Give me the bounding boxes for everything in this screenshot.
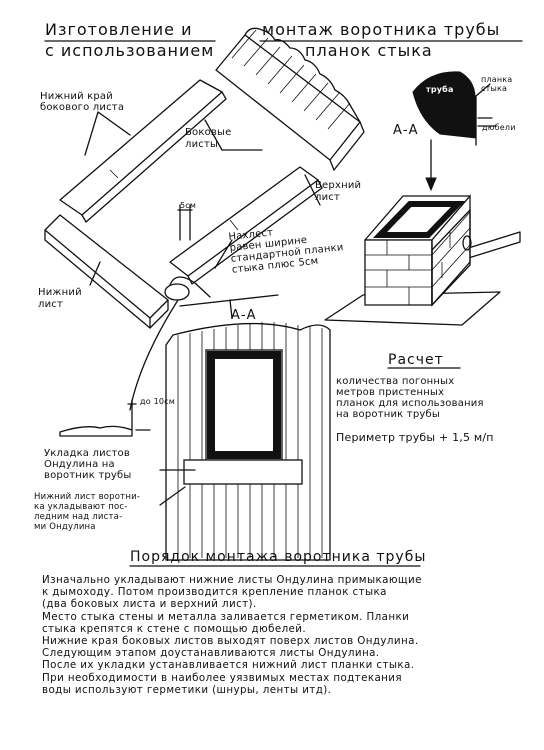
label-upper-sheet: Верхний лист [315,180,362,203]
chimney-3d [325,196,520,325]
label-joint-strip: планка стыка [481,75,513,93]
title-right-line1: монтаж воротника трубы [262,20,501,39]
procedure-text [42,574,512,696]
label-lower-sheet-note: Нижний лист воротни- ка укладывают пос- ледним над листа- ми Ондулина [34,492,141,532]
label-section-aa-top: А-А [393,123,419,138]
five-cm-marker [178,205,192,240]
label-five-cm: 5см [180,201,197,210]
ten-cm-detail [60,400,150,436]
label-lower-sheet: Нижний лист [38,287,82,310]
procedure-line: воды используют герметики (шнуры, ленты итд). [42,683,332,696]
procedure-line: стыка крепятся к стене с помощью дюбелей. [42,622,307,635]
label-side-sheets: Боковые листы [185,127,232,150]
title-right-line2: планок стыка [305,41,433,60]
procedure-line: При необходимости в наиболее уязвимых местах подтекания [42,671,402,684]
procedure-line: (два боковых листа и верхний лист). [42,598,257,611]
procedure-line: Изначально укладывают нижние листы Ондулина примыкающие [42,574,422,586]
label-dowels: дюбели [482,123,516,132]
procedure-line: После их укладки устанавливается нижний лист планки стыка. [42,659,415,672]
label-pipe: труба [426,85,454,94]
calc-heading: Расчет [388,352,444,368]
arrow-down-icon [426,140,436,190]
label-overlap: Нахлест равен ширине стандартной планки стыка плюс 5см [228,227,345,276]
label-section-aa-bottom: А-А [231,308,257,323]
procedure-line: к дымоходу. Потом производится крепление планок стыка [42,586,387,599]
title-left-line1: Изготовление и [45,20,193,39]
label-laying-sheets: Укладка листов Ондулина на воротник трубы [44,448,132,481]
lower-sheet [45,215,168,328]
procedure-line: Следующим этапом доустанавливаются листы Ондулина. [42,647,380,660]
calc-text: количества погонных метров пристенных планок для использования на воротник трубы [336,376,484,420]
label-ten-cm: до 10см [140,397,175,406]
procedure-line: Нижние края боковых листов выходят поверх листов Ондулина. [42,635,419,648]
procedure-heading: Порядок монтажа воротника трубы [130,549,427,565]
label-lower-edge: Нижний край бокового листа [40,91,125,113]
leader-lower-sheet-note [160,487,185,505]
section-aa-mark-bottom [180,295,278,318]
calc-formula: Периметр трубы + 1,5 м/п [336,431,494,444]
procedure-line: Место стыка стены и металла заливается герметиком. Планки [42,610,410,623]
roof-front-view [166,322,330,560]
title-left-line2: с использованием [45,41,215,60]
